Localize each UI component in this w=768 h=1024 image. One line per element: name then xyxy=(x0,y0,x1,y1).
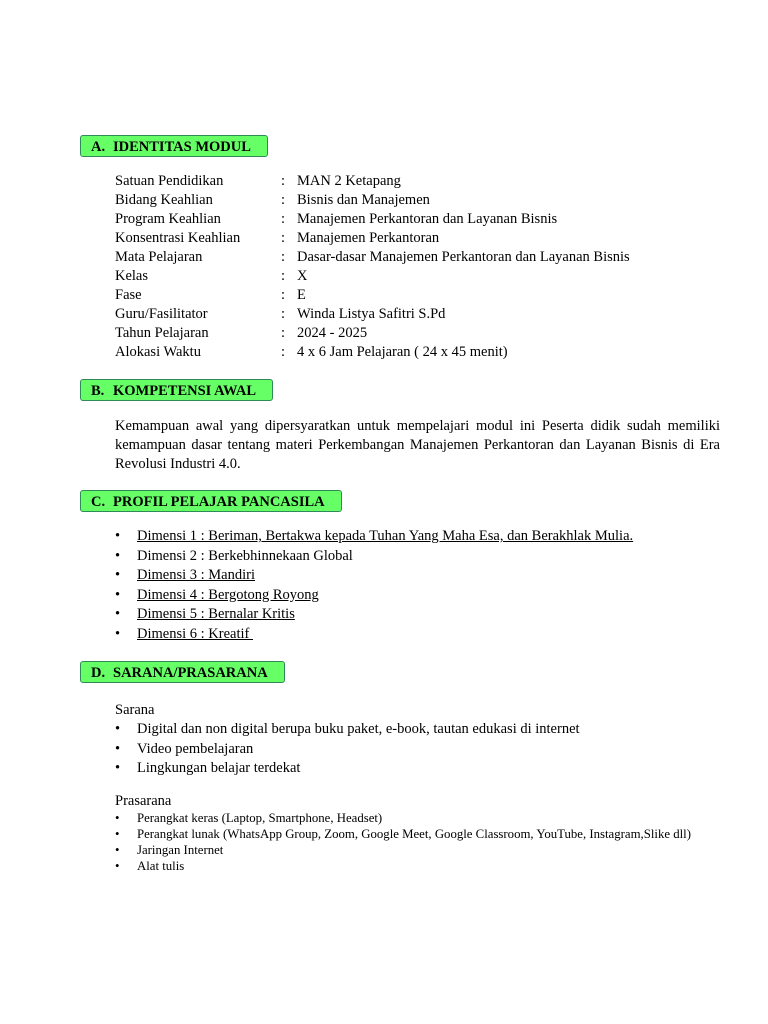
list-item xyxy=(115,720,720,740)
list-item xyxy=(115,586,720,606)
section-letter: C. xyxy=(91,494,106,510)
identity-row xyxy=(115,172,630,191)
dimensi-text: Dimensi 6 : Kreatif xyxy=(137,625,253,642)
list-item xyxy=(115,842,720,858)
identity-value: X xyxy=(297,268,308,284)
prasarana-text: Perangkat lunak (WhatsApp Group, Zoom, Google Meet, Google Classroom, YouTube, Instagram,Slike dll) xyxy=(137,827,691,841)
identity-row xyxy=(115,229,630,248)
identity-row xyxy=(115,305,630,324)
identity-key: Mata Pelajaran xyxy=(115,249,203,265)
identity-value: Dasar-dasar Manajemen Perkantoran dan Layanan Bisnis xyxy=(297,249,630,265)
colon: : xyxy=(281,230,286,246)
identity-row xyxy=(115,210,630,229)
bullet: • xyxy=(115,586,121,603)
identity-row xyxy=(115,343,630,362)
sarana-text: Video pembelajaran xyxy=(137,740,254,757)
sarana-list xyxy=(115,720,720,779)
dimensi-text: Dimensi 2 : Berkebhinnekaan Global xyxy=(137,547,353,564)
colon: : xyxy=(281,306,286,322)
list-item xyxy=(115,625,720,645)
identity-value: MAN 2 Ketapang xyxy=(297,173,401,189)
identity-value: Manajemen Perkantoran xyxy=(297,230,440,246)
bullet: • xyxy=(115,811,120,825)
identity-value: E xyxy=(297,287,306,303)
section-title: IDENTITAS MODUL xyxy=(113,139,251,155)
identity-key: Kelas xyxy=(115,268,149,284)
identity-value: 4 x 6 Jam Pelajaran ( 24 x 45 menit) xyxy=(297,344,508,360)
bullet: • xyxy=(115,827,120,841)
list-item xyxy=(115,826,720,842)
identity-key: Fase xyxy=(115,287,142,303)
identity-value: 2024 - 2025 xyxy=(297,325,368,341)
colon: : xyxy=(281,192,286,208)
identity-table xyxy=(115,172,630,362)
section-a-header xyxy=(80,135,268,157)
bullet: • xyxy=(115,567,121,584)
identity-value: Winda Listya Safitri S.Pd xyxy=(297,306,446,322)
dimensi-text: Dimensi 3 : Mandiri xyxy=(137,567,256,584)
identity-key: Guru/Fasilitator xyxy=(115,306,208,322)
bullet: • xyxy=(115,740,121,757)
bullet: • xyxy=(115,606,121,623)
section-d-header xyxy=(80,661,285,683)
colon: : xyxy=(281,287,286,303)
section-letter: A. xyxy=(91,139,106,155)
identity-key: Program Keahlian xyxy=(115,211,221,227)
bullet: • xyxy=(115,843,120,857)
identity-row xyxy=(115,248,630,267)
bullet: • xyxy=(115,760,121,777)
bullet: • xyxy=(115,547,121,564)
dimensi-text: Dimensi 5 : Bernalar Kritis xyxy=(137,606,295,623)
kompetensi-paragraph: Kemampuan awal yang dipersyaratkan untuk mempelajari modul ini Peserta didik sudah memiliki kemampuan dasar tentang materi Perkembangan Manajemen Perkantoran dan Layanan Bisnis di Era Revolusi Industri 4.0. xyxy=(115,418,720,472)
identity-key: Tahun Pelajaran xyxy=(115,325,209,341)
bullet: • xyxy=(115,859,120,873)
section-letter: D. xyxy=(91,665,106,681)
identity-value: Manajemen Perkantoran dan Layanan Bisnis xyxy=(297,211,558,227)
section-title: SARANA/PRASARANA xyxy=(113,665,268,681)
colon: : xyxy=(281,325,286,341)
identity-key: Konsentrasi Keahlian xyxy=(115,230,241,246)
identity-value: Bisnis dan Manajemen xyxy=(297,192,430,208)
section-b-header xyxy=(80,379,273,401)
identity-row xyxy=(115,267,630,286)
colon: : xyxy=(281,173,286,189)
sarana-text: Lingkungan belajar terdekat xyxy=(137,760,301,777)
prasarana-list xyxy=(115,810,720,874)
list-item xyxy=(115,759,720,779)
section-title: KOMPETENSI AWAL xyxy=(113,383,257,399)
section-c-header xyxy=(80,490,342,512)
sarana-label: Sarana xyxy=(115,702,155,718)
colon: : xyxy=(281,249,286,265)
list-item xyxy=(115,810,720,826)
dimensi-text: Dimensi 4 : Bergotong Royong xyxy=(137,586,319,603)
profil-list xyxy=(115,527,720,645)
prasarana-text: Alat tulis xyxy=(137,859,185,873)
identity-row xyxy=(115,324,630,343)
identity-key: Bidang Keahlian xyxy=(115,192,213,208)
prasarana-text: Jaringan Internet xyxy=(137,843,224,857)
list-item xyxy=(115,527,720,547)
bullet: • xyxy=(115,721,121,737)
identity-row xyxy=(115,191,630,210)
identity-key: Satuan Pendidikan xyxy=(115,173,224,189)
list-item xyxy=(115,566,720,586)
list-item xyxy=(115,547,720,567)
identity-row xyxy=(115,286,630,305)
section-title: PROFIL PELAJAR PANCASILA xyxy=(113,494,325,510)
prasarana-text: Perangkat keras (Laptop, Smartphone, Headset) xyxy=(137,811,383,825)
dimensi-text: Dimensi 1 : Beriman, Bertakwa kepada Tuhan Yang Maha Esa, dan Berakhlak Mulia. xyxy=(137,528,634,544)
sarana-text: Digital dan non digital berupa buku paket, e-book, tautan edukasi di internet xyxy=(137,721,580,737)
list-item xyxy=(115,605,720,625)
section-letter: B. xyxy=(91,383,105,399)
list-item xyxy=(115,740,720,760)
list-item xyxy=(115,858,720,874)
colon: : xyxy=(281,344,286,360)
bullet: • xyxy=(115,528,121,544)
colon: : xyxy=(281,268,286,284)
colon: : xyxy=(281,211,286,227)
prasarana-label: Prasarana xyxy=(115,793,172,809)
identity-key: Alokasi Waktu xyxy=(115,344,201,360)
bullet: • xyxy=(115,625,121,642)
